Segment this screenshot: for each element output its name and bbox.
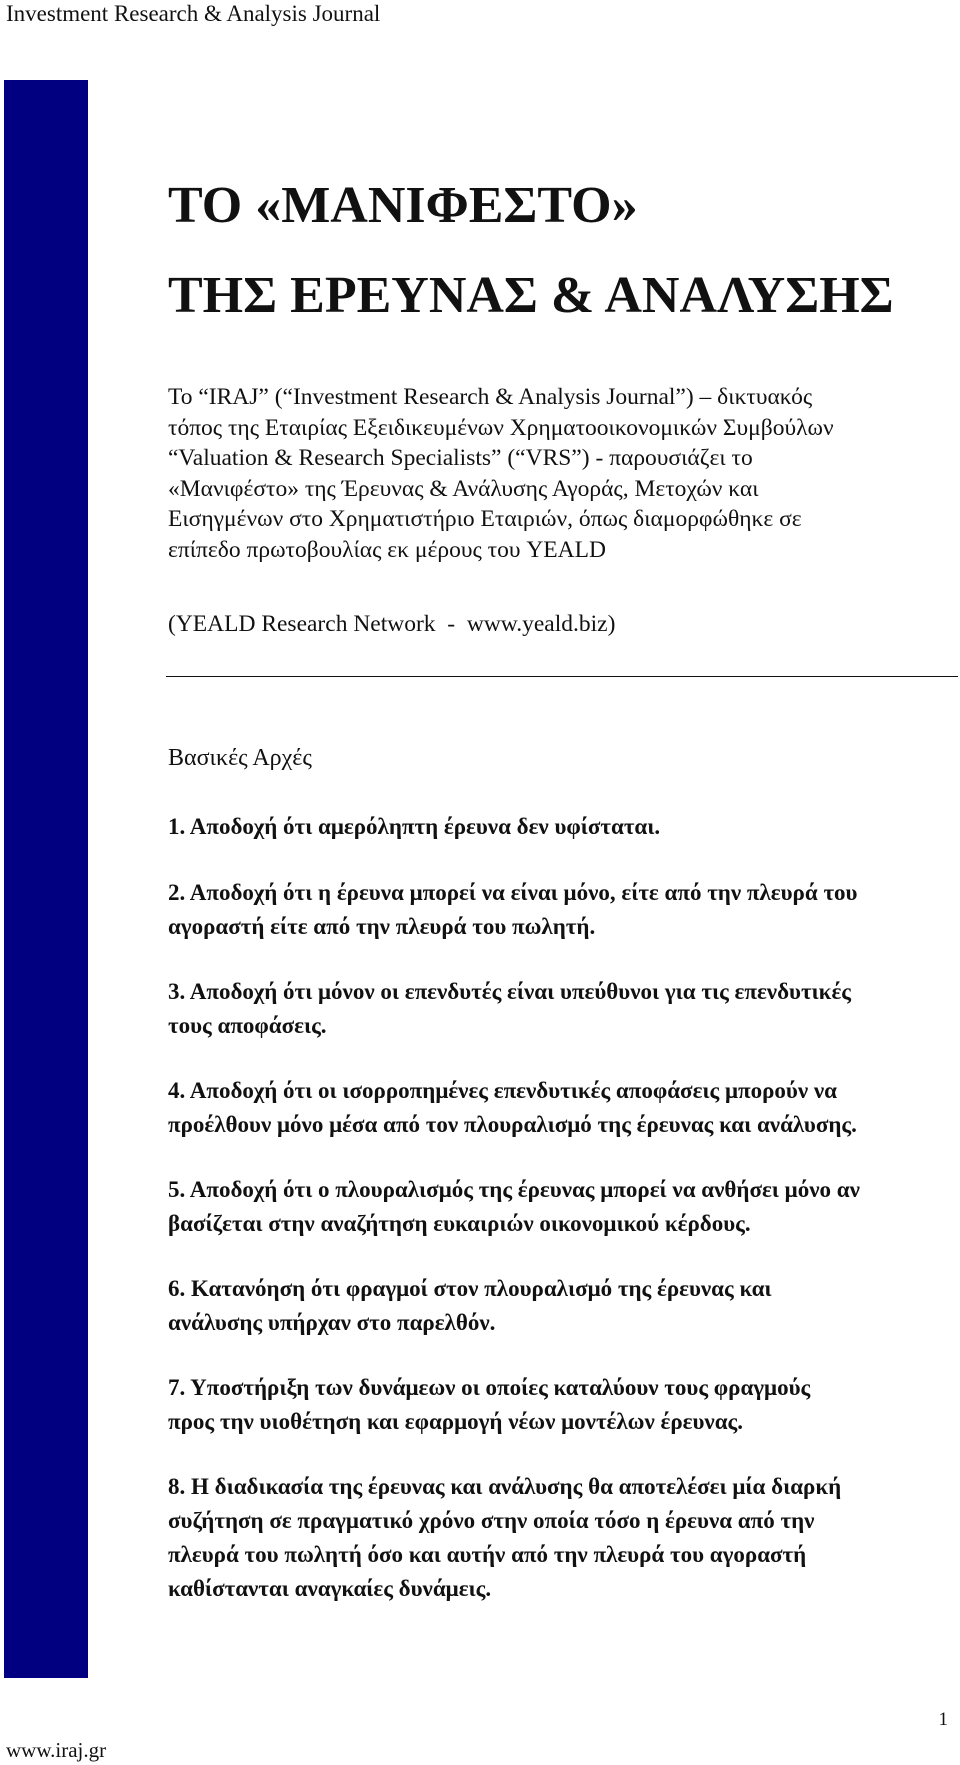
intro-line: Εισηγμένων στο Χρηματιστήριο Εταιριών, όπως διαμορφώθηκε σε	[168, 506, 802, 532]
principle-item	[168, 1470, 958, 1606]
principle-line: πλευρά του πωλητή όσο και αυτήν από την πλευρά του αγοραστή	[168, 1542, 807, 1567]
principle-line: 7. Υποστήριξη των δυνάμεων οι οποίες καταλύουν τους φραγμούς	[168, 1375, 811, 1400]
principle-line: καθίστανται αναγκαίες δυνάμεις.	[168, 1576, 492, 1601]
intro-line: επίπεδο πρωτοβουλίας εκ μέρους του YEALD	[168, 536, 606, 563]
principle-line: προς την υιοθέτηση και εφαρμογή νέων μοντέλων έρευνας.	[168, 1409, 743, 1434]
principle-line: 5. Αποδοχή ότι ο πλουραλισμός της έρευνας μπορεί να ανθήσει μόνο αν	[168, 1177, 860, 1202]
page-number: 1	[938, 1709, 948, 1730]
principle-item	[168, 975, 958, 1043]
principle-line: συζήτηση σε πραγματικό χρόνο στην οποία τόσο η έρευνα από την	[168, 1508, 815, 1533]
intro-line: «Μανιφέστο» της Έρευνας & Ανάλυσης Αγοράς, Μετοχών και	[168, 475, 759, 502]
principle-item	[168, 810, 958, 844]
principle-line: 3. Αποδοχή ότι μόνον οι επενδυτές είναι υπεύθυνοι για τις επενδυτικές	[168, 979, 851, 1004]
principle-line: 6. Κατανόηση ότι φραγμοί στον πλουραλισμό της έρευνας και	[168, 1276, 772, 1301]
principle-line: 4. Αποδοχή ότι οι ισορροπημένες επενδυτικές αποφάσεις μπορούν να	[168, 1078, 837, 1103]
running-header: Investment Research & Analysis Journal	[6, 1, 381, 26]
principle-line: βασίζεται στην αναζήτηση ευκαιριών οικονομικού κέρδους.	[168, 1211, 751, 1236]
network-reference: (YEALD Research Network - www.yeald.biz)	[168, 611, 616, 637]
principle-line: 8. Η διαδικασία της έρευνας και ανάλυσης θα αποτελέσει μία διαρκή	[168, 1474, 842, 1499]
section-heading: Βασικές Αρχές	[168, 745, 312, 771]
principle-line: ανάλυσης υπήρχαν στο παρελθόν.	[168, 1310, 496, 1335]
principle-item	[168, 1173, 958, 1241]
principle-line: 2. Αποδοχή ότι η έρευνα μπορεί να είναι μόνο, είτε από την πλευρά του	[168, 880, 858, 905]
principle-line: προέλθουν μόνο μέσα από τον πλουραλισμό της έρευνας και ανάλυσης.	[168, 1112, 857, 1137]
principle-item	[168, 1272, 958, 1340]
principle-item	[168, 1371, 958, 1439]
intro-line: τόπος της Εταιρίας Εξειδικευμένων Χρηματοοικονομικών Συμβούλων	[168, 414, 834, 441]
principle-line: τους αποφάσεις.	[168, 1013, 327, 1038]
principle-item	[168, 876, 958, 944]
document-title-line-1: ΤΟ «ΜΑΝΙΦΕΣΤΟ»	[168, 177, 638, 234]
side-bar-decoration	[4, 80, 88, 1678]
document-title-line-2: ΤΗΣ ΕΡΕΥΝΑΣ & ΑΝΑΛΥΣΗΣ	[168, 267, 894, 324]
principle-line: 1. Αποδοχή ότι αμερόληπτη έρευνα δεν υφίσταται.	[168, 814, 661, 839]
intro-paragraph	[168, 382, 948, 565]
footer-url: www.iraj.gr	[6, 1738, 107, 1762]
horizontal-divider	[166, 676, 958, 677]
principle-line: αγοραστή είτε από την πλευρά του πωλητή.	[168, 914, 596, 939]
intro-line: Το “IRAJ” (“Investment Research & Analysis Journal”) – δικτυακός	[168, 384, 813, 410]
intro-line: “Valuation & Research Specialists” (“VRS”) - παρουσιάζει το	[168, 445, 753, 471]
principle-item	[168, 1074, 958, 1142]
